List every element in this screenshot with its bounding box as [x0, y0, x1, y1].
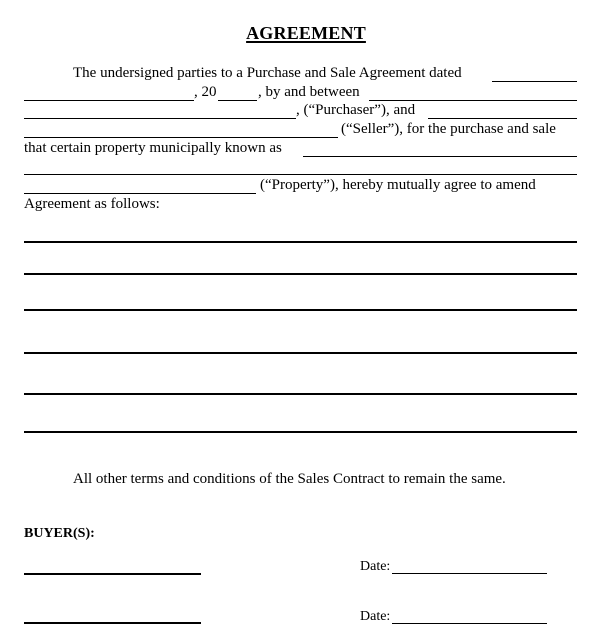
- amendment-line-6[interactable]: [24, 431, 577, 433]
- amendment-line-4[interactable]: [24, 352, 577, 354]
- buyer-signature-line-2[interactable]: [24, 622, 201, 624]
- date-label-1: Date:: [360, 559, 391, 574]
- seller-name-blank[interactable]: [428, 118, 577, 119]
- amendment-line-1[interactable]: [24, 241, 577, 243]
- document-title: AGREEMENT: [246, 23, 366, 43]
- seller-name-continued-blank[interactable]: [24, 137, 338, 138]
- purchaser-name-continued-blank[interactable]: [24, 118, 296, 119]
- property-address-final-blank[interactable]: [24, 193, 256, 194]
- agreement-as-follows-text: Agreement as follows:: [24, 196, 160, 212]
- property-address-blank[interactable]: [303, 156, 577, 157]
- property-address-continued-blank[interactable]: [24, 174, 577, 175]
- buyer-signature-line-1[interactable]: [24, 573, 201, 575]
- amendment-line-5[interactable]: [24, 393, 577, 395]
- year-prefix-text: , 20: [194, 84, 217, 100]
- property-address-label: that certain property municipally known as: [24, 140, 282, 156]
- agreement-date-continued-blank[interactable]: [24, 100, 194, 101]
- seller-label-text: (“Seller”), for the purchase and sale: [341, 121, 556, 137]
- date-line-1[interactable]: [392, 573, 547, 574]
- intro-text: The undersigned parties to a Purchase and Sale Agreement dated: [73, 65, 462, 81]
- date-label-2: Date:: [360, 609, 391, 624]
- amendment-line-3[interactable]: [24, 309, 577, 311]
- by-and-between-text: , by and between: [258, 84, 360, 100]
- amendment-line-2[interactable]: [24, 273, 577, 275]
- buyers-label: BUYER(S):: [24, 526, 95, 541]
- year-blank[interactable]: [218, 100, 257, 101]
- property-label-text: (“Property”), hereby mutually agree to amend: [260, 177, 536, 193]
- purchaser-label-text: , (“Purchaser”), and: [296, 102, 416, 118]
- date-line-2[interactable]: [392, 623, 547, 624]
- closing-statement: All other terms and conditions of the Sales Contract to remain the same.: [73, 471, 506, 487]
- agreement-date-blank[interactable]: [492, 81, 577, 82]
